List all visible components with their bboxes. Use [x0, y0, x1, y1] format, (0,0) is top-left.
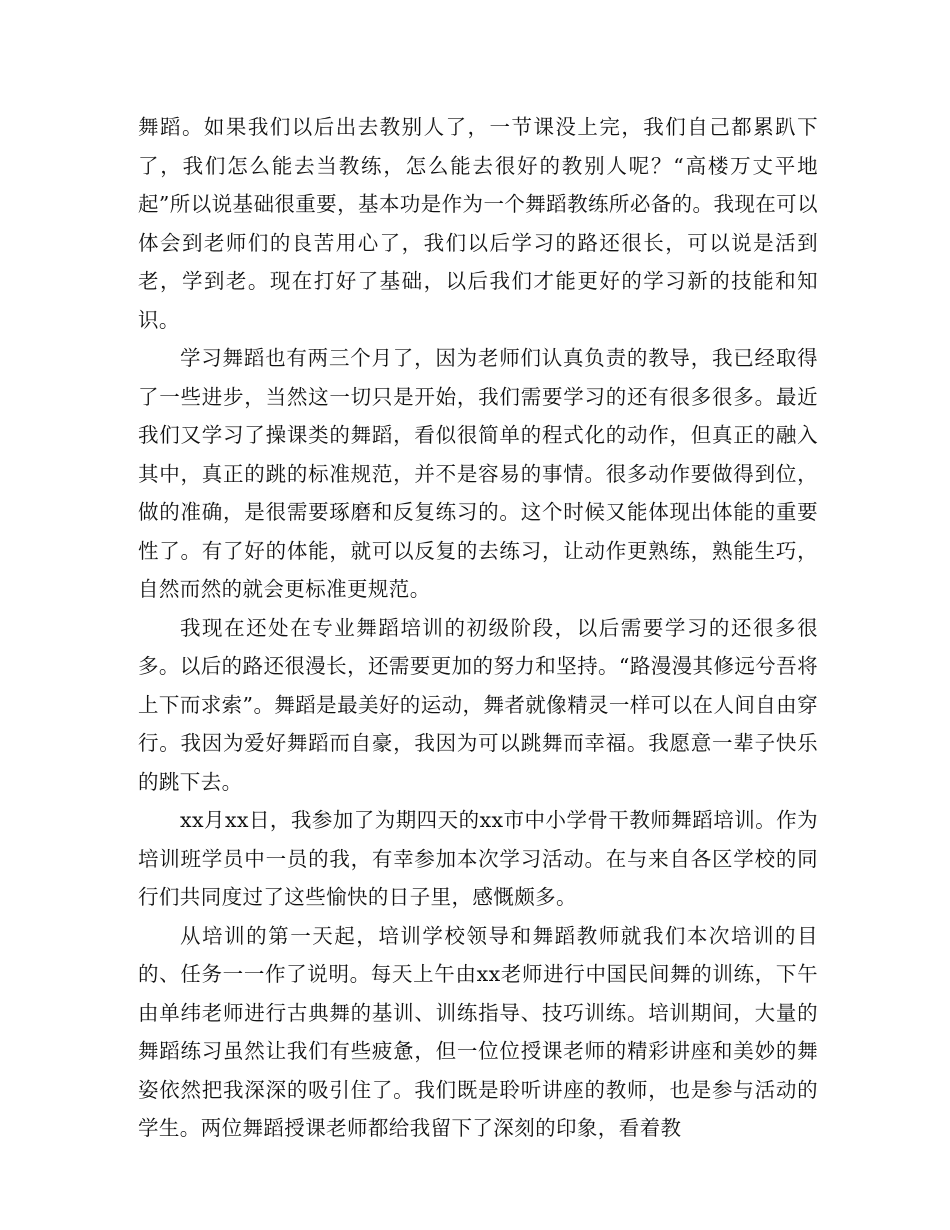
document-body [138, 108, 818, 1148]
paragraph-1: 舞蹈。如果我们以后出去教别人了，一节课没上完，我们自己都累趴下了，我们怎么能去当教练，怎么能去很好的教别人呢？“高楼万丈平地起”所以说基础很重要，基本功是作为一个舞蹈教练所必备的。我现在可以体会到老师们的良苦用心了，我们以后学习的路还很长，可以说是活到老，学到老。现在打好了基础，以后我们才能更好的学习新的技能和知识。 [138, 115, 818, 332]
paragraph-4: xx月xx日，我参加了为期四天的xx市中小学骨干教师舞蹈培训。作为培训班学员中一员的我，有幸参加本次学习活动。在与来自各区学校的同行们共同度过了这些愉快的日子里，感慨颇多。 [138, 808, 818, 909]
paragraph-2: 学习舞蹈也有两三个月了，因为老师们认真负责的教导，我已经取得了一些进步，当然这一切只是开始，我们需要学习的还有很多很多。最近我们又学习了操课类的舞蹈，看似很简单的程式化的动作，但真正的融入其中，真正的跳的标准规范，并不是容易的事情。很多动作要做得到位，做的准确，是很需要琢磨和反复练习的。这个时候又能体现出体能的重要性了。有了好的体能，就可以反复的去练习，让动作更熟练，熟能生巧，自然而然的就会更标准更规范。 [138, 346, 818, 601]
paragraph-5: 从培训的第一天起，培训学校领导和舞蹈教师就我们本次培训的目的、任务一一作了说明。每天上午由xx老师进行中国民间舞的训练，下午由单纬老师进行古典舞的基训、训练指导、技巧训练。培训期间，大量的舞蹈练习虽然让我们有些疲惫，但一位位授课老师的精彩讲座和美妙的舞姿依然把我深深的吸引住了。我们既是聆听讲座的教师，也是参与活动的学生。两位舞蹈授课老师都给我留下了深刻的印象，看着教 [138, 923, 818, 1140]
paragraph-3: 我现在还处在专业舞蹈培训的初级阶段，以后需要学习的还很多很多。以后的路还很漫长，还需要更加的努力和坚持。“路漫漫其修远兮吾将上下而求索”。舞蹈是最美好的运动，舞者就像精灵一样可以在人间自由穿行。我因为爱好舞蹈而自豪，我因为可以跳舞而幸福。我愿意一辈子快乐的跳下去。 [138, 615, 818, 794]
